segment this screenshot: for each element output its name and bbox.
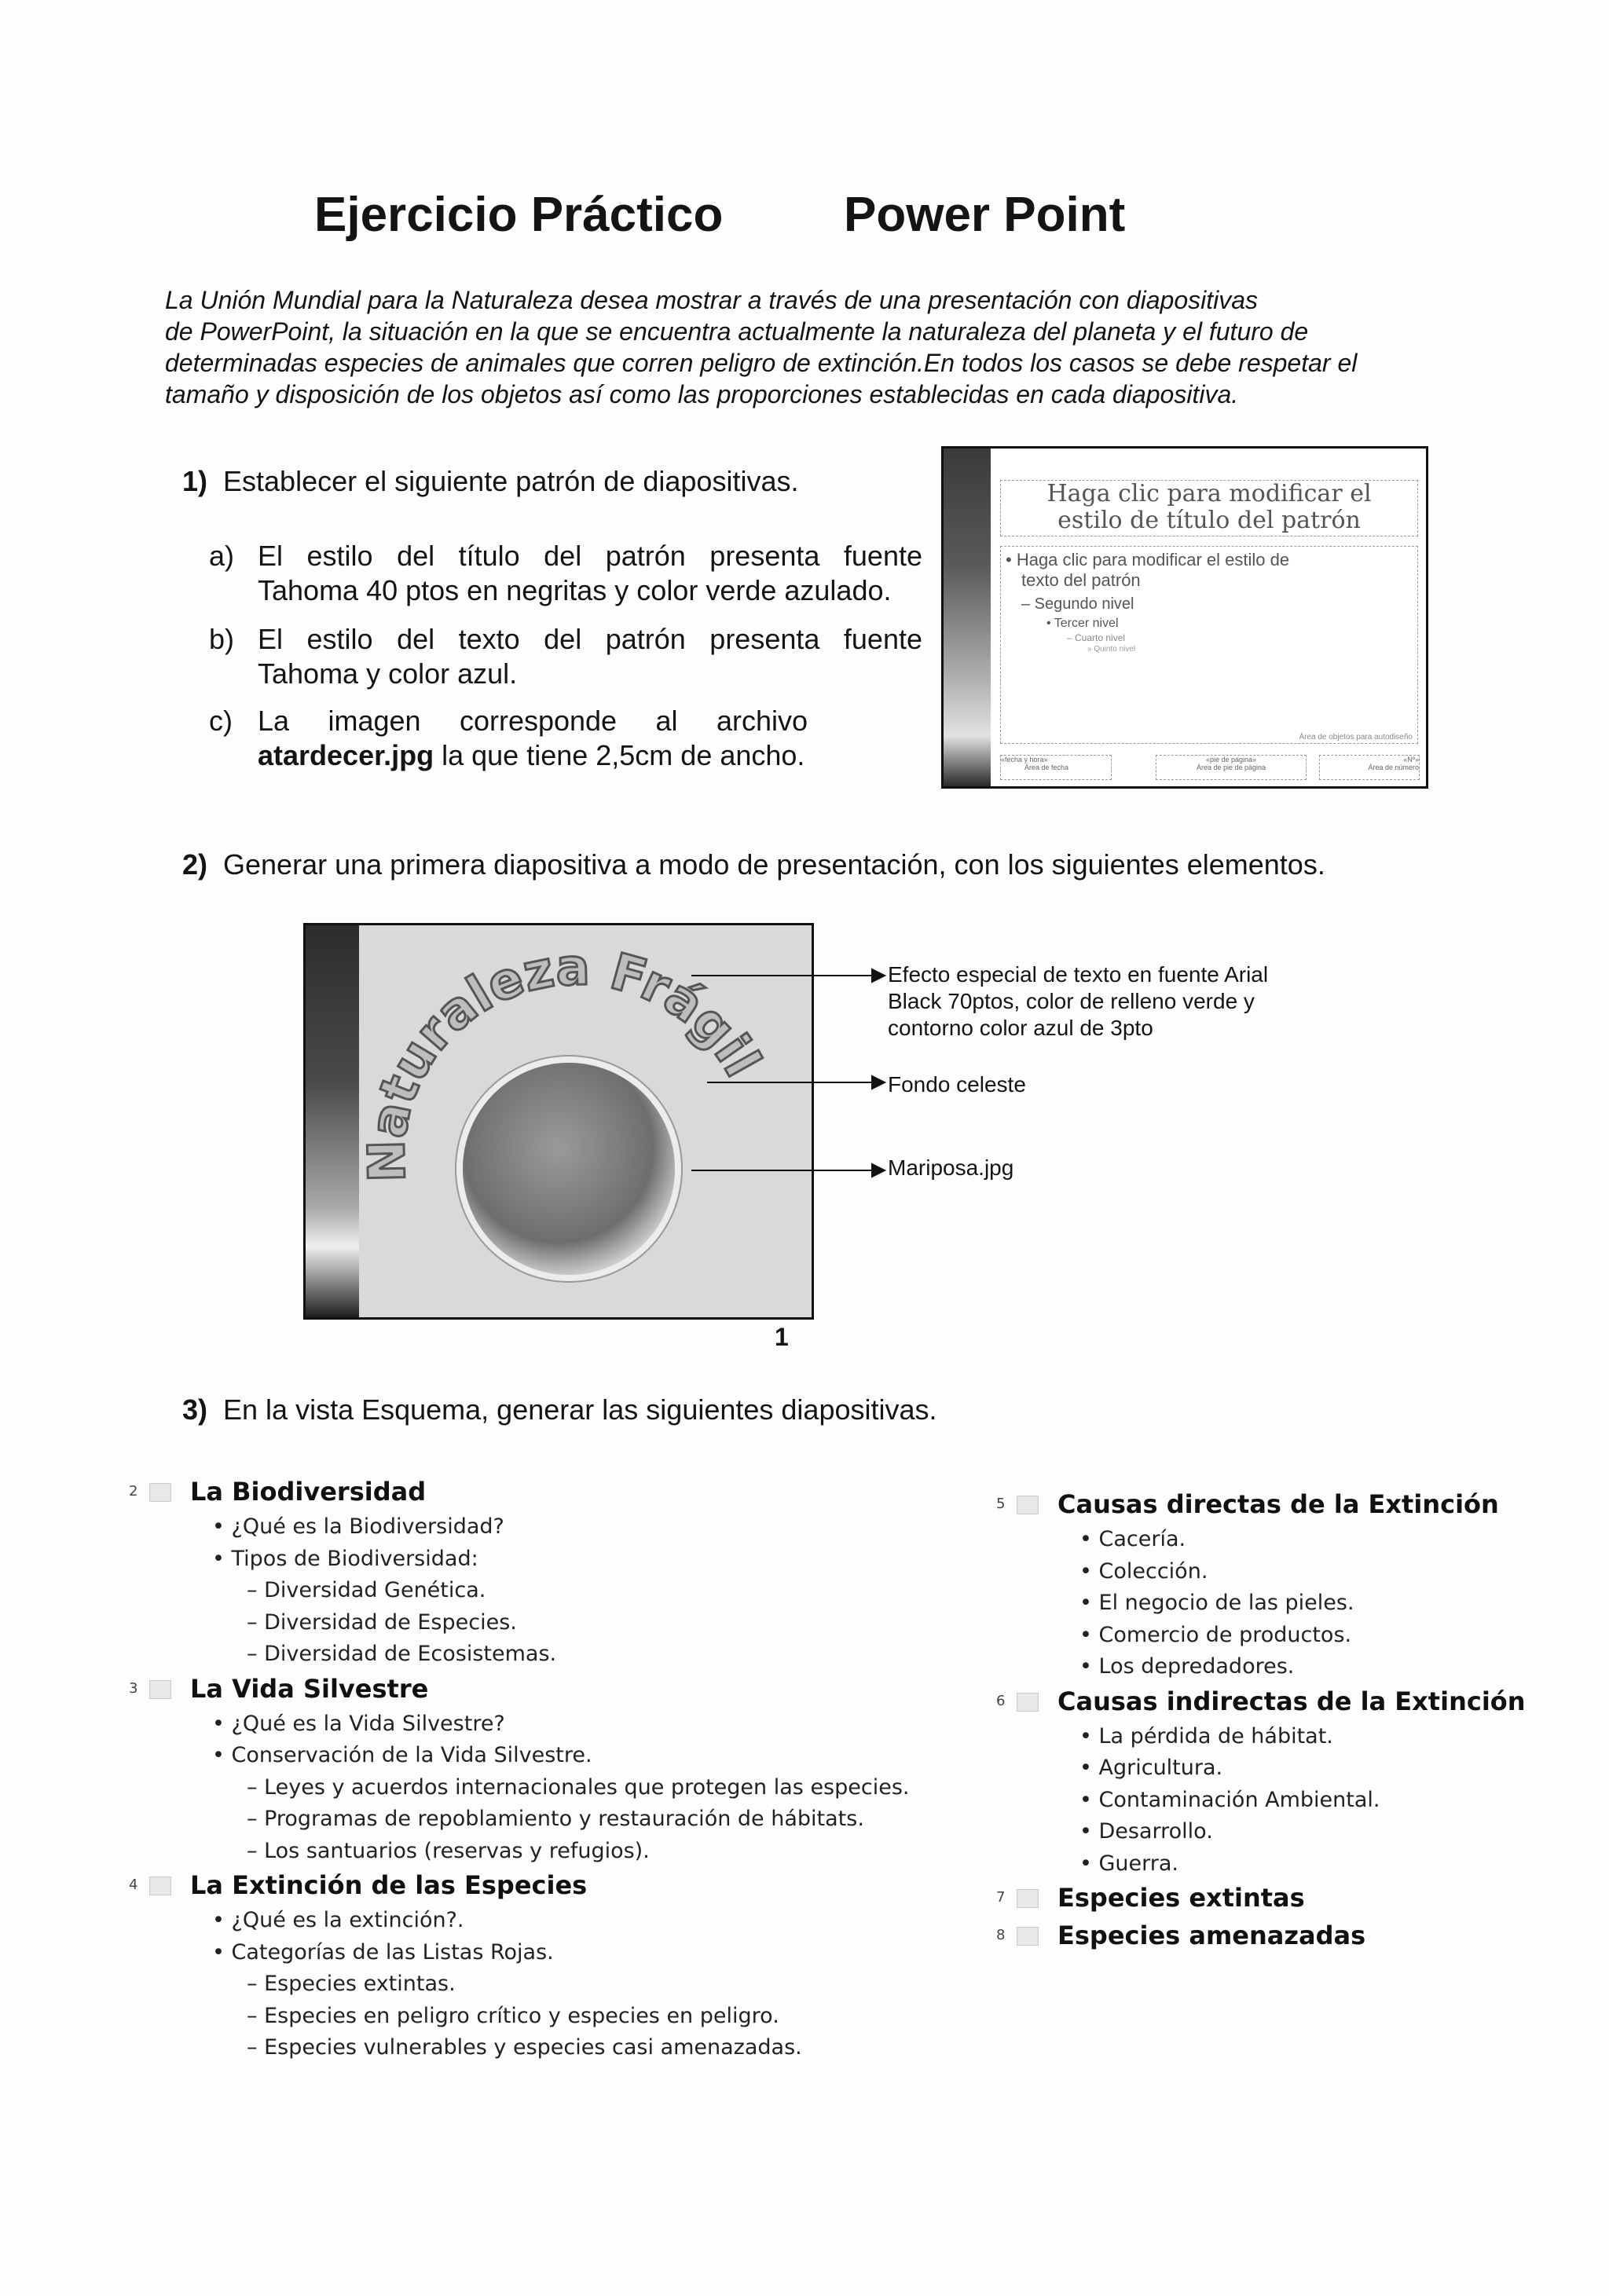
outline-bullet: • ¿Qué es la Biodiversidad? <box>212 1514 504 1539</box>
callout-line: Black 70ptos, color de relleno verde y <box>888 989 1255 1013</box>
callout-arrows <box>691 958 888 1194</box>
callout-line: contorno color azul de 3pto <box>888 1016 1153 1040</box>
master-level-2: – Segundo nivel <box>1021 595 1134 613</box>
outline-bullet: • Agricultura. <box>1079 1756 1223 1780</box>
outline-sub-bullet: – Especies extintas. <box>247 1972 456 1996</box>
master-number-area <box>1319 755 1420 780</box>
item-line-rest: la que tiene 2,5cm de ancho. <box>434 739 805 771</box>
outline-slide-title: Especies amenazadas <box>1057 1921 1366 1950</box>
intro-line: de PowerPoint, la situación en la que se encuentra actualmente la naturaleza del planeta y el futuro de <box>165 317 1309 346</box>
page-title-left: Ejercicio Práctico <box>314 188 724 242</box>
callout-image: Mariposa.jpg <box>888 1155 1014 1180</box>
outline-sub-bullet: – Los santuarios (reservas y refugios). <box>247 1838 650 1863</box>
intro-line: determinadas especies de animales que corren peligro de extinción.En todos los casos se debe respetar el <box>165 349 1358 377</box>
intro-paragraph <box>165 284 1430 410</box>
page-title-right: Power Point <box>844 188 1126 242</box>
master-level-4: – Cuarto nivel <box>1067 632 1126 643</box>
item-line: La imagen corresponde al archivo <box>258 705 808 737</box>
outline-slide-title: La Extinción de las Especies <box>190 1870 588 1900</box>
outline-sub-bullet: – Diversidad de Ecosistemas. <box>247 1642 557 1666</box>
outline-bullet: • Categorías de las Listas Rojas. <box>212 1939 554 1965</box>
outline-slide-number: 3 <box>129 1679 138 1697</box>
intro-line: La Unión Mundial para la Naturaleza desea mostrar a través de una presentación con diapositivas <box>165 286 1259 314</box>
master-date-area <box>1000 755 1112 780</box>
step-2-number: 2) <box>182 848 208 881</box>
step-3-number: 3) <box>182 1393 208 1426</box>
arrow-head <box>872 969 885 982</box>
outline-slide-number: 8 <box>996 1927 1006 1943</box>
step-3-text: En la vista Esquema, generar las siguientes diapositivas. <box>223 1393 937 1426</box>
outline-bullet: • Colección. <box>1079 1558 1208 1584</box>
master-title-line: Haga clic para modificar el <box>1046 480 1372 507</box>
outline-slide-number: 2 <box>129 1483 138 1500</box>
outline-sub-bullet: – Diversidad Genética. <box>247 1578 486 1602</box>
outline-sub-bullet: – Programas de repoblamiento y restauración de hábitats. <box>247 1807 864 1831</box>
footer-label: Área de fecha <box>1024 764 1069 771</box>
item-line: Tahoma 40 ptos en negritas y color verde azulado. <box>258 574 892 606</box>
slide-icon <box>149 1877 171 1895</box>
master-objects-area: Área de objetos para autodiseño <box>1299 733 1413 742</box>
slide-icon <box>149 1680 171 1699</box>
callout-background: Fondo celeste <box>888 1072 1026 1097</box>
outline-bullet: • La pérdida de hábitat. <box>1079 1723 1333 1749</box>
item-line: El estilo del texto del patrón presenta fuente <box>258 623 922 655</box>
master-level-3: • Tercer nivel <box>1046 617 1119 630</box>
item-line <box>258 738 808 773</box>
outline-sub-bullet: – Especies en peligro crítico y especies en peligro. <box>247 2003 779 2028</box>
filename-atardecer: atardecer.jpg <box>258 739 434 771</box>
outline-bullet: • Conservación de la Vida Silvestre. <box>212 1743 592 1767</box>
wordart-textpath: Naturaleza Frágil <box>357 939 772 1183</box>
slide-icon <box>1017 1889 1039 1908</box>
outline-bullet: • Contaminación Ambiental. <box>1079 1787 1380 1812</box>
outline-bullet: • El negocio de las pieles. <box>1079 1591 1354 1615</box>
arrow-head <box>872 1076 885 1089</box>
outline-slide-number: 7 <box>996 1889 1006 1906</box>
step-1-item-a <box>209 539 924 610</box>
slide-icon <box>1017 1927 1039 1946</box>
arrow-head <box>872 1164 885 1177</box>
master-level-1-cont: texto del patrón <box>1021 570 1141 590</box>
item-letter: b) <box>209 623 235 655</box>
butterfly-image <box>463 1063 675 1275</box>
outline-bullet: • ¿Qué es la extinción?. <box>212 1908 464 1932</box>
outline-bullet: • Comercio de productos. <box>1079 1622 1352 1647</box>
footer-label: «Nº» <box>1403 756 1419 764</box>
callout-wordart <box>888 961 1268 1042</box>
outline-slide-number: 5 <box>996 1496 1006 1512</box>
outline-sub-bullet: – Leyes y acuerdos internacionales que protegen las especies. <box>247 1774 910 1800</box>
master-level-5: » Quinto nivel <box>1087 645 1136 654</box>
step-1-number: 1) <box>182 465 208 497</box>
outline-slide-title: La Vida Silvestre <box>190 1673 429 1704</box>
outline-slide-number: 6 <box>996 1692 1006 1709</box>
outline-bullet: • Los depredadores. <box>1079 1654 1295 1679</box>
step-1-text: Establecer el siguiente patrón de diapositivas. <box>223 465 799 497</box>
slide-icon <box>1017 1496 1039 1514</box>
outline-bullet: • Cacería. <box>1079 1527 1186 1551</box>
callout-line: Efecto especial de texto en fuente Arial <box>888 962 1269 987</box>
step-1-item-b <box>209 622 924 693</box>
outline-slide-title: La Biodiversidad <box>190 1477 427 1507</box>
outline-bullet: • Guerra. <box>1079 1851 1179 1876</box>
item-line: Tahoma y color azul. <box>258 657 518 690</box>
master-body-placeholder <box>1000 546 1418 744</box>
outline-slide-title: Especies extintas <box>1057 1883 1305 1913</box>
slide-number: 1 <box>775 1323 789 1351</box>
outline-bullet: • Desarrollo. <box>1079 1819 1213 1844</box>
step-2 <box>182 848 1325 881</box>
outline-sub-bullet: – Especies vulnerables y especies casi amenazadas. <box>247 2035 802 2060</box>
footer-label: Área de pie de página <box>1196 764 1266 771</box>
outline-bullet: • ¿Qué es la Vida Silvestre? <box>212 1711 505 1736</box>
master-level-1: • Haga clic para modificar el estilo de <box>1006 550 1290 569</box>
item-letter: c) <box>209 705 233 737</box>
step-1-item-c <box>209 704 924 774</box>
footer-label: «fecha y hora» <box>1001 756 1048 764</box>
outline-slide-number: 4 <box>129 1877 138 1893</box>
master-footer-area <box>1156 755 1307 780</box>
step-1 <box>182 465 798 498</box>
footer-label: Área de número <box>1368 764 1419 771</box>
master-title-line: estilo de título del patrón <box>1057 507 1361 534</box>
step-2-text: Generar una primera diapositiva a modo de presentación, con los siguientes elementos. <box>223 848 1325 881</box>
outline-sub-bullet: – Diversidad de Especies. <box>247 1609 517 1635</box>
sunset-image <box>944 449 991 786</box>
outline-slide-title: Causas indirectas de la Extinción <box>1057 1686 1526 1716</box>
intro-line: tamaño y disposición de los objetos así como las proporciones establecidas en cada diapositiva. <box>165 380 1239 408</box>
item-line: El estilo del título del patrón presenta fuente <box>258 540 922 572</box>
outline-bullet: • Tipos de Biodiversidad: <box>212 1546 478 1571</box>
outline-slide-title: Causas directas de la Extinción <box>1057 1489 1499 1519</box>
item-letter: a) <box>209 540 235 572</box>
slide-icon <box>1017 1693 1039 1712</box>
slide-icon <box>149 1483 171 1502</box>
slide-master-preview <box>941 446 1428 789</box>
master-title-placeholder <box>1000 480 1418 536</box>
step-3 <box>182 1393 937 1426</box>
footer-label: «pie de página» <box>1205 756 1257 764</box>
